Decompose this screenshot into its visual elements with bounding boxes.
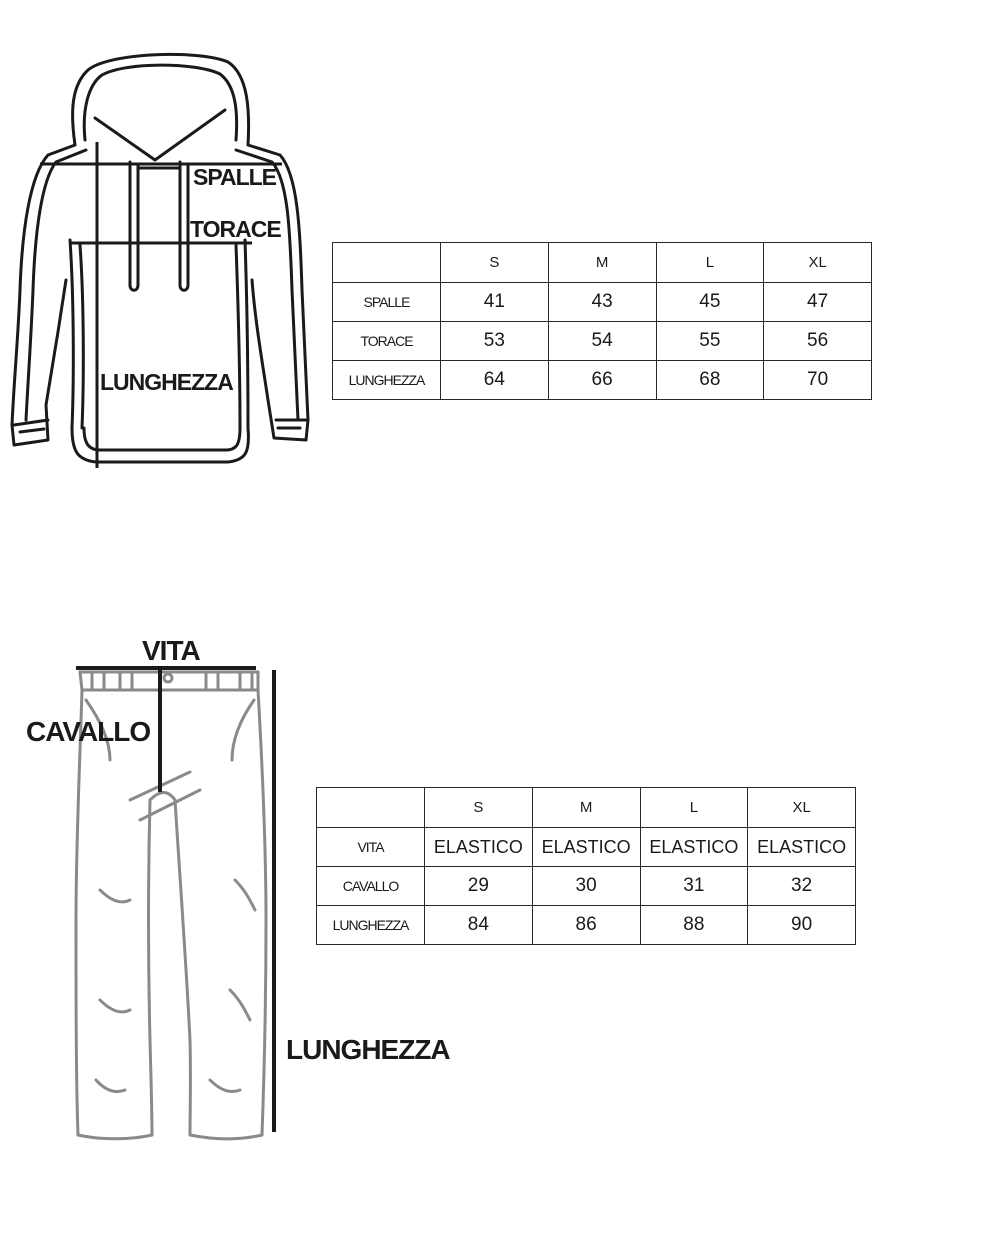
table-cell: 68 [656,361,764,400]
table-cell: 31 [640,867,748,906]
table-cell: ELASTICO [640,828,748,867]
pants-illustration [0,0,300,1250]
table-cell: 70 [764,361,872,400]
table-header-row [333,243,872,283]
hoodie-spalle-label: SPALLE [193,164,277,190]
size-header-l: L [640,788,748,828]
pants-lunghezza-label: LUNGHEZZA [286,1034,450,1065]
table-cell: 55 [656,322,764,361]
hoodie-lunghezza-label: LUNGHEZZA [100,369,233,395]
table-cell: 54 [548,322,656,361]
size-header-l: L [656,243,764,283]
table-row [317,828,856,867]
pants-cavallo-label: CAVALLO [26,716,151,747]
size-header-xl: XL [764,243,872,283]
table-header-row [317,788,856,828]
pants-size-table [316,787,856,945]
table-row [317,906,856,945]
table-cell: 29 [425,867,533,906]
table-corner-cell [333,243,441,283]
table-cell: 88 [640,906,748,945]
table-cell: 47 [764,283,872,322]
table-cell: ELASTICO [532,828,640,867]
table-cell: ELASTICO [748,828,856,867]
table-row [333,322,872,361]
table-cell: ELASTICO [425,828,533,867]
row-label: SPALLE [333,283,441,322]
row-label: LUNGHEZZA [333,361,441,400]
size-header-s: S [425,788,533,828]
size-header-xl: XL [748,788,856,828]
table-cell: 41 [441,283,549,322]
table-cell: 30 [532,867,640,906]
row-label: CAVALLO [317,867,425,906]
table-cell: 45 [656,283,764,322]
table-cell: 53 [441,322,549,361]
table-corner-cell [317,788,425,828]
table-row [333,361,872,400]
table-row [333,283,872,322]
table-cell: 90 [748,906,856,945]
pants-vita-label: VITA [142,635,200,666]
size-header-s: S [441,243,549,283]
table-cell: 32 [748,867,856,906]
table-cell: 43 [548,283,656,322]
row-label: VITA [317,828,425,867]
table-cell: 86 [532,906,640,945]
table-cell: 64 [441,361,549,400]
table-cell: 84 [425,906,533,945]
size-header-m: M [532,788,640,828]
table-cell: 56 [764,322,872,361]
table-row [317,867,856,906]
table-cell: 66 [548,361,656,400]
hoodie-size-table [332,242,872,400]
hoodie-torace-label: TORACE [190,216,281,242]
size-header-m: M [548,243,656,283]
row-label: LUNGHEZZA [317,906,425,945]
row-label: TORACE [333,322,441,361]
